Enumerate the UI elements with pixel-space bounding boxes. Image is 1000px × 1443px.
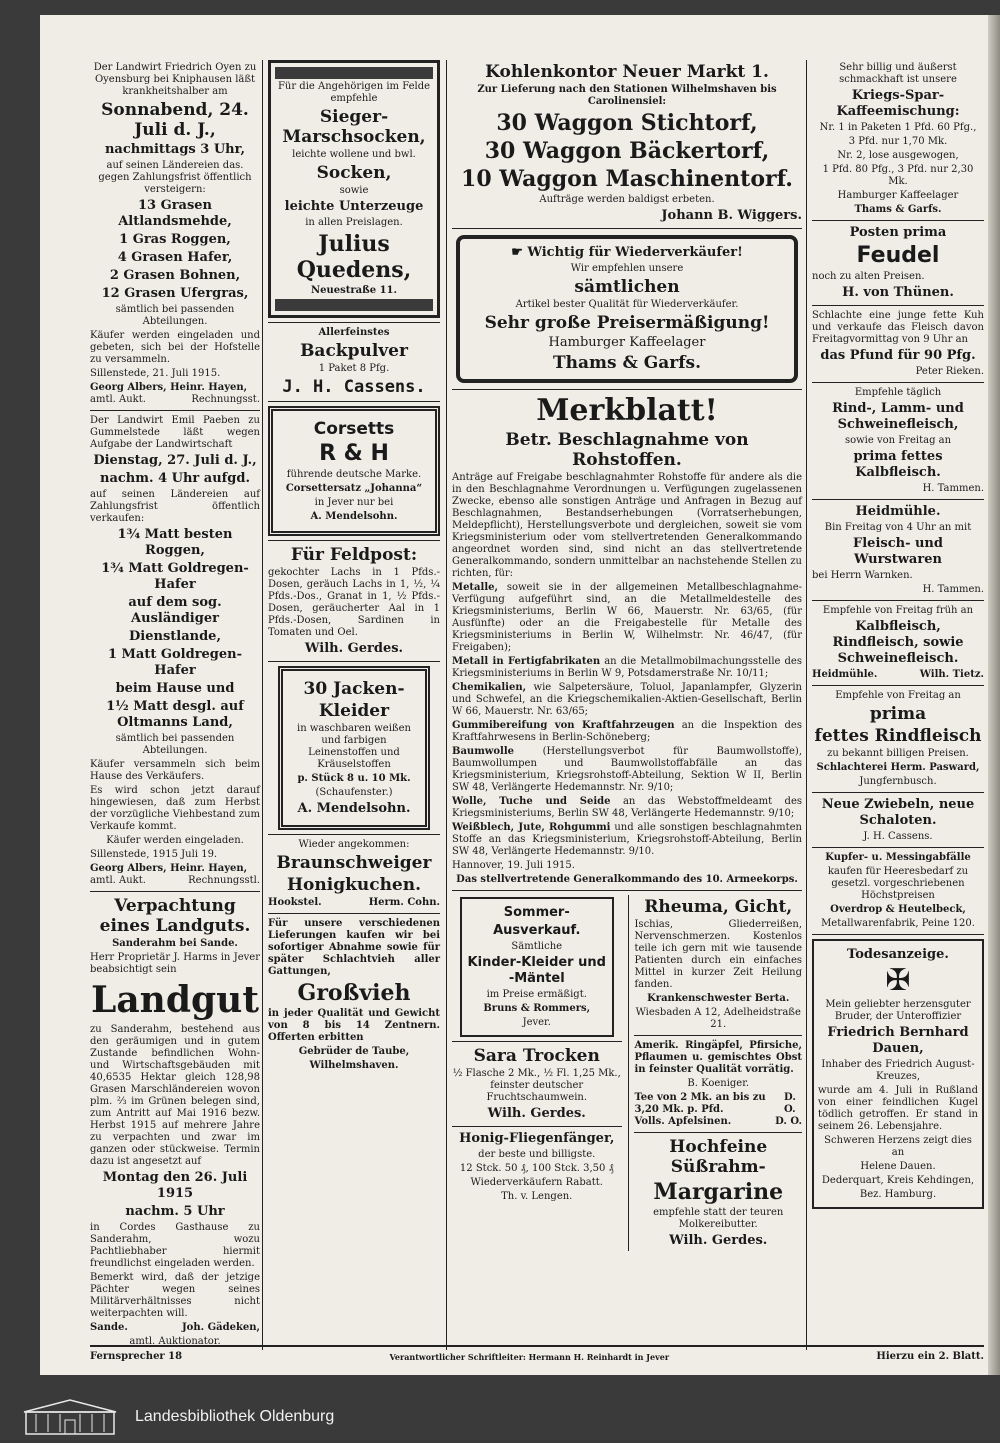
ad-text: Ischias, Gliederreißen, Nervenschmerzen. Kostenlos teile ich gern mit wie tausende Patienten durch ein einfaches Mittel in kurzer Zeit Heilung fanden. [634, 919, 802, 990]
ad-title: Hochfeine Süßrahm- [669, 1137, 768, 1177]
ad-big: prima [869, 704, 927, 724]
ad-item: Wolle, Tuche und Seide an das Webstoffmeldeamt des Kriegsministeriums, Berlin SW 48, Verlängerte Hedemannstr. 9/10; [452, 796, 802, 819]
ad-title: Honig-Fliegenfänger, [459, 1131, 615, 1146]
ad-place: Sillenstede, 1915 Juli 19. [90, 849, 218, 860]
newspaper-page [40, 15, 990, 1375]
ad-note: sämtlich bei passenden Abteilungen. [115, 733, 235, 756]
ad-sara-trocken [452, 1046, 622, 1122]
ad-top: Allerfeinstes [318, 327, 390, 338]
ad-text: gekochter Lachs in 1 Pfds.-Dosen, geräuch Lachs in 1, ½, ¼ Pfds.-Dos., Granat in 1, ½ Pfds.-Dosen, geräucherter Aal in 1 Pfds.-Dosen, Sardinen in Tomaten und Oel. [268, 567, 440, 638]
ad-title: Honigkuchen. [286, 875, 422, 895]
ad-note: Bemerkt wird, daß der jetzige Pächter wegen seines Militärverhältnisses nicht weiterpachten will. [90, 1272, 260, 1319]
ad-ersatz: Corsettersatz „Johanna“ [285, 483, 423, 494]
ad-corsetts [268, 406, 440, 536]
ad-fliegenfaenger [452, 1131, 622, 1203]
ad-name: Wilh. Gerdes. [669, 1233, 768, 1248]
ad-text: Für unsere verschiedenen Lieferungen kaufen wir bei sofortiger Abnahme sowie für später Schlachtvieh aller Gattungen, [268, 918, 440, 977]
ad-text: Empfehle von Freitag früh an [822, 605, 974, 616]
ad-jackenkleider [278, 666, 430, 830]
ad-title: Kupfer- u. Messingabfälle [825, 852, 971, 863]
ad-signature: Das stellvertretende Generalkommando des 10. Armeekorps. [456, 874, 798, 885]
ad-firm: Hamburger Kaffeelager [837, 190, 959, 201]
editor-line: Verantwortlicher Schriftleiter: Hermann H. Reinhardt in Jever [389, 1352, 670, 1362]
ad-title: Todesanzeige. [847, 947, 949, 962]
ad-addr: Bez. Hamburg. [859, 1189, 937, 1200]
ad-text: Volls. Apfelsinen. [634, 1116, 732, 1127]
ad-city: Wilhelmshaven. [309, 1060, 399, 1071]
ad-item: Baumwolle (Herstellungsverbot für Baumwollstoffe), Baumwollumpen und Baumwollstoffabfälle an das Kriegsministerium, Kriegsrohstoff-Abteilung, Sektion W II, Berlin SW 48, Verlängerte Hedemannstr. Nr. 9/10; [452, 746, 802, 793]
ad-line: Nr. 1 in Paketen 1 Pfd. 60 Pfg., [819, 122, 977, 133]
ad-firm: Hamburger Kaffeelager [548, 335, 706, 350]
ad-item: 2 Grasen Bohnen, [109, 268, 241, 283]
library-name: Landesbibliothek Oldenburg [135, 1408, 335, 1425]
ad-item: auf dem sog. Ausländiger [128, 595, 222, 626]
ad-item: 13 Grasen Altlandsmehde, [118, 198, 232, 229]
ad-text: auf seinen Ländereien auf Zahlungsfrist öffentlich verkaufen: [90, 489, 260, 524]
ad-intro: Der Landwirt Friedrich Oyen zu Oyensburg bei Kniphausen läßt krankheitshalber am [93, 62, 257, 97]
ad-kaffeemischung [812, 62, 984, 216]
ad-name: A. Mendelsohn. [297, 801, 411, 816]
ad-short: D. O. [775, 1116, 802, 1127]
ad-name: Schlachterei Herm. Pasward, [816, 762, 980, 773]
ad-price: p. Stück 8 u. 10 Mk. [297, 773, 411, 784]
ad-text: führende deutsche Marke. [286, 469, 422, 480]
ad-text: zu Sanderahm, bestehend aus den geräumigen und in gutem Zustande befindlichen Wohn- und Wirtschaftsgebäuden mit 40,6535 Hektar gleich 128,98 Grasen Marschländereien wovon plm. ⅔ im Grünen belegen sind, zum Antritt auf Mai 1916 bezw. Herbst 1915 auf mehrere Jahre zu verpachten und zwar im ganzen oder stückweise. Termin dazu ist angesetzt auf [90, 1024, 260, 1167]
ad-item: 1½ Matt desgl. auf Oltmanns Land, [106, 699, 244, 730]
ad-big: sämtlichen [574, 277, 680, 297]
ad-title: Corsetts [313, 419, 395, 439]
ad-title: Feudel [856, 243, 940, 268]
ad-place: Hookstel. [268, 897, 322, 908]
ad-wiederverkaeufer [456, 235, 798, 383]
ad-title: Für Feldpost: [290, 545, 418, 565]
ad-addr: Neuestraße 11. [311, 285, 397, 296]
ad-item: Gummibereifung von Kraftfahrzeugen an die Inspektion des Kraftfahrwesens in Berlin-Schöneberg; [452, 720, 802, 743]
ad-location: Sanderahm bei Sande. [112, 938, 238, 949]
ad-zwiebeln [812, 797, 984, 843]
ad-text: Anträge auf Freigabe beschlagnahmter Rohstoffe für andere als die in den Beschlagnahme Verordnungen u. Verfügungen zugelassenen Zwecke, ebenso alle sonstigen Anträge und Anfragen in Bezug auf Beschlagnahmen, Bestandserhebungen (Vorratserhebungen, Meldepflicht), Herstellungsverbote und dergleichen, soweit sie vom Kriegsministerium oder vom stellvertretenden Generalkommando angeordnet worden sind, sind nicht an das stellvertretende Generalkommando, sondern unmittelbar an nachstehende Stellen zu richten, für: [452, 472, 802, 579]
ad-name: A. Mendelsohn. [310, 511, 398, 522]
ad-signature: Georg Albers, Heinr. Hayen, [90, 863, 248, 874]
ad-place: Hannover, 19. Juli 1915. [452, 860, 575, 871]
ad-text: zu bekannt billigen Preisen. [827, 748, 969, 759]
ad-big: Fleisch- und Wurstwaren [853, 536, 943, 567]
ad-top: Wieder angekommen: [298, 839, 410, 850]
ad-sommer-ausverkauf [460, 897, 614, 1037]
ad-item: 4 Grasen Hafer, [117, 250, 233, 265]
ad-title: Verpachtung eines Landguts. [99, 896, 251, 936]
ad-text: Wir empfehlen unsere [570, 263, 684, 274]
ad-title: Kleider [318, 701, 390, 721]
ad-line: 3 Pfd. nur 1,70 Mk. [848, 136, 948, 147]
ad-sub: leichte wollene und bwl. [292, 149, 416, 160]
column-4 [812, 60, 984, 1209]
ad-name: Wilh. Gerdes. [487, 1106, 586, 1121]
ad-feldpost [268, 545, 440, 657]
ad-extra: Es wird schon jetzt darauf hingewiesen, daß zum Herbst der vorzügliche Viehbestand zum Verkaufe kommt. [90, 785, 260, 832]
ad-name: Johann B. Wiggers. [661, 208, 802, 223]
ad-title: Sara Trocken [473, 1046, 600, 1066]
ad-tietz [812, 605, 984, 681]
ad-title: Kriegs-Spar-Kaffeemischung: [836, 88, 960, 119]
ad-name: Gebrüder de Taube, [298, 1046, 410, 1057]
ad-item: Dienstlande, [129, 629, 221, 644]
column-3 [452, 60, 802, 1251]
ad-date: Dienstag, 27. Juli d. J., [93, 453, 257, 468]
supplement-note: Hierzu ein 2. Blatt. [876, 1351, 984, 1362]
ad-big: fettes Rindfleisch [814, 726, 982, 746]
ad-price: 1 Paket 8 Pfg. [318, 363, 390, 374]
ad-title: Neue Zwiebeln, neue Schaloten. [821, 797, 975, 828]
ad-name: Wilh. Gerdes. [304, 641, 404, 656]
ad-text: der beste und billigste. [478, 1149, 596, 1160]
ad-text: Schweren Herzens zeigt dies an [824, 1135, 972, 1158]
ad-text: Inhaber des Friedrich August-Kreuzes, [821, 1059, 975, 1082]
ad-name: Peter Rieken. [915, 366, 984, 377]
ad-role: amtl. Aukt. [90, 875, 146, 886]
iron-cross-icon: ✠ [885, 963, 911, 998]
bottom-split [452, 895, 802, 1251]
ad-prices: in allen Preislagen. [305, 217, 403, 228]
ad-oyen-auction [90, 62, 260, 406]
ad-text: sowie von Freitag an [844, 435, 952, 446]
ad-big: Kinder-Kleider und -Mäntel [467, 955, 606, 986]
ad-date: Sonnabend, 24. Juli d. J., [101, 100, 249, 140]
ad-item: Chemikalien, wie Salpetersäure, Toluol, Japanlampfer, Glyzerin und Schwefel, an die Kriegschemikalien-Aktien-Gesellschaft, Berlin W 66, Mauerstr. Nr. 63/65; [452, 682, 802, 717]
ad-buyers: Käufer versammeln sich beim Hause des Verkäufers. [90, 759, 260, 782]
ad-jever: in Jever nur bei [314, 497, 394, 508]
ad-sub: Zur Lieferung nach den Stationen Wilhelmshaven bis Carolinensiel: [477, 84, 777, 107]
column-rule [806, 60, 807, 1350]
ad-text: wurde am 4. Juli in Rußland von einer feindlichen Kugel tödlich getroffen. Er stand in seinem 26. Lebensjahre. [818, 1085, 978, 1132]
ad-line: 10 Waggon Maschinentorf. [461, 166, 793, 192]
ad-item: Metalle, soweit sie in der allgemeinen Metallbeschlagnahme-Verfügung aufgeführt sind, an die Metallmeldestelle des Kriegsministeriums, Berlin W 66, Mauerstr. Nr. 63/65, (für Ausfünfte) oder an die Freigabestelle für Metalle des Kriegsministeriums in Berlin W, Wilhelmstr. Nr. 46/47, (für Freigaben); [452, 582, 803, 653]
ad-time: nachm. 5 Uhr [125, 1204, 225, 1219]
ad-name: Thams & Garfs. [552, 353, 702, 373]
ad-item: Metall in Fertigfabrikaten an die Metallmobilmachungsstelle des Kriegsministeriums in Berlin W 9, Potsdamerstraße Nr. 10/11; [452, 656, 802, 679]
pointing-hand-icon: ☛ [511, 245, 528, 260]
ad-item: 1¾ Matt Goldregen-Hafer [101, 561, 249, 592]
ad-text: auf seinen Ländereien das. gegen Zahlungsfrist öffentlich versteigern: [98, 160, 252, 195]
ad-name: J. H. Cassens. [863, 831, 933, 842]
ad-short: D. O. [784, 1092, 796, 1115]
ad-time: nachmittags 3 Uhr, [104, 142, 246, 157]
ad-big-title: Landgut [91, 979, 259, 1021]
ad-item: 1 Gras Roggen, [119, 232, 231, 247]
ad-quedens [268, 60, 440, 318]
ad-text: noch zu alten Preisen. [812, 271, 925, 282]
ad-grossvieh [268, 918, 440, 1072]
ad-name: Overdrop & Heutelbeck, [830, 904, 966, 915]
ad-name: H. Tammen. [922, 584, 984, 595]
ad-title: Großvieh [297, 980, 411, 1006]
ad-signature: Joh. Gädeken, [181, 1322, 260, 1333]
ad-role: amtl. Auktionator. [129, 1336, 221, 1347]
ad-text: Sehr billig und äußerst schmackhaft ist unsere [839, 62, 957, 85]
ad-name: Thams & Garfs. [854, 204, 942, 215]
ad-time: nachm. 4 Uhr aufgd. [100, 471, 250, 486]
ad-text: Tee von 2 Mk. an bis zu 3,20 Mk. p. Pfd. [634, 1092, 766, 1115]
ad-signature: Helene Dauen. [860, 1161, 936, 1172]
ad-text: empfehle statt der teuren Molkereibutter. [653, 1207, 784, 1230]
ad-note: Wiederverkäufern Rabatt. [470, 1177, 603, 1188]
ad-landgut-lease [90, 896, 260, 1348]
ad-text: in Cordes Gasthause zu Sanderahm, wozu Pachtliebhaber hiermit freundlichst eingeladen werden. [90, 1222, 260, 1269]
ad-addr: Metallwarenfabrik, Peine 120. [821, 918, 975, 929]
ad-top: Posten prima [849, 225, 947, 240]
column-rule [446, 60, 447, 1350]
ad-text: Bin Freitag von 4 Uhr an mit [824, 522, 972, 533]
ad-addr: Dederquart, Kreis Kehdingen, [821, 1175, 975, 1186]
ad-place: Sillenstede, 21. Juli 1915. [90, 368, 221, 379]
ad-addr: Wiesbaden A 12, Adelheidstraße 21. [635, 1007, 801, 1030]
ad-note: Aufträge werden baldigst erbeten. [539, 194, 715, 205]
ad-addr: Jungfernbusch. [859, 776, 937, 787]
ad-title: Heidmühle. [855, 504, 941, 519]
ad-sub: Sämtliche [511, 941, 563, 952]
ad-line: 30 Waggon Stichtorf, [496, 110, 758, 136]
ad-title: Kohlenkontor Neuer Markt 1. [485, 62, 769, 82]
ad-name: Friedrich Bernhard Dauen, [827, 1025, 969, 1056]
ad-top: Empfehle täglich [854, 387, 942, 398]
ad-text: Mein geliebter herzensguter Bruder, der Unteroffizier [825, 999, 971, 1022]
ad-price: das Pfund für 90 Pfg. [820, 348, 976, 363]
ad-price: im Preise ermäßigt. [486, 989, 587, 1000]
ad-big: prima fettes Kalbfleisch. [853, 449, 943, 480]
ad-sub: sowie [339, 185, 369, 196]
ad-title: Rind-, Lamm- und Schweinefleisch, [832, 401, 964, 432]
ad-brand: R & H [319, 441, 389, 466]
ad-date: Montag den 26. Juli 1915 [102, 1170, 248, 1201]
ad-sub: Betr. Beschlagnahme von Rohstoffen. [505, 430, 749, 470]
ad-line: 30 Waggon Bäckertorf, [484, 138, 770, 164]
ad-role: Rechnungsst. [191, 394, 260, 405]
ad-role: Rechnungsstl. [188, 875, 260, 886]
library-building-icon [22, 1398, 118, 1436]
library-footer [0, 1390, 1000, 1443]
ad-backpulver [268, 327, 440, 397]
bottom-rule [90, 1345, 984, 1347]
ad-name: Th. v. Lengen. [501, 1191, 573, 1202]
ad-text: kaufen für Heeresbedarf zu gesetzl. vorgeschriebenen Höchstpreisen [827, 866, 969, 901]
ad-text: ½ Flasche 2 Mk., ½ Fl. 1,25 Mk., feinster deutscher Fruchtschaumwein. [452, 1068, 621, 1103]
column-1 [90, 60, 260, 1350]
ad-signature: Sande. [90, 1322, 128, 1333]
ad-place: Heidmühle. [812, 669, 878, 680]
ad-name: Wilh. Tietz. [919, 669, 984, 680]
ad-intro: Für die Angehörigen im Felde empfehle [277, 81, 431, 104]
ad-text: Empfehle von Freitag an [835, 690, 961, 701]
ad-price: 12 Stck. 50 ₰, 100 Stck. 3,50 ₰ [459, 1163, 614, 1174]
column-rule [262, 60, 263, 1350]
ad-tammen-fleisch [812, 387, 984, 495]
ad-text: Amerik. Ringäpfel, Pfirsiche, Pflaumen u. gemischtes Obst in feinster Qualität vorrätig. [634, 1040, 802, 1075]
ad-text: bei Herrn Warnken. [812, 570, 913, 581]
ad-honigkuchen [268, 839, 440, 909]
ad-name: Julius Quedens, [296, 231, 412, 283]
telephone-number: Fernsprecher 18 [90, 1351, 183, 1362]
ad-title: Braunschweiger [276, 853, 432, 873]
column-3b [634, 895, 802, 1251]
ad-kohlenkontor [452, 62, 802, 224]
ad-title: Merkblatt! [536, 393, 718, 428]
column-rule [628, 895, 629, 1251]
ad-items: leichte Unterzeuge [284, 199, 424, 214]
ad-note: sämtlich bei passenden Abteilungen. [115, 304, 235, 327]
column-2 [268, 60, 440, 1074]
ad-title: Socken, [316, 163, 392, 183]
ad-item: 1 Matt Goldregen-Hafer [107, 647, 243, 678]
ad-text: Artikel bester Qualität für Wiederverkäufer. [515, 299, 739, 310]
ad-title: Ausverkauf. [493, 923, 581, 938]
ad-item: beim Hause und [115, 681, 235, 696]
ad-margarine [634, 1137, 802, 1249]
ad-line: 1 Pfd. 80 Pfg., 3 Pfd. nur 2,30 Mk. [822, 164, 974, 187]
ad-item: 12 Grasen Ufergras, [101, 286, 249, 301]
ad-buyers: Käufer werden eingeladen und gebeten, sich bei der Hofstelle zu versammeln. [90, 330, 260, 365]
ad-name: J. H. Cassens. [282, 377, 426, 397]
ad-intro: Herr Proprietär J. Harms in Jever beabsichtigt sein [90, 952, 260, 975]
ad-obst [634, 1040, 802, 1128]
page-spine [988, 15, 1000, 1375]
ad-rieken [812, 310, 984, 378]
ad-name: H. Tammen. [922, 483, 984, 494]
ad-name: Krankenschwester Berta. [647, 993, 790, 1004]
ad-item: Weißblech, Jute, Rohgummi und alle sonstigen beschlagnahmten Stoffe an das Kriegsministerium, Kriegsrohstoff-Abteilung, Berlin SW 48, Verlängerte Hedemannstr. 9/10. [452, 822, 802, 857]
ad-text: Schlachte eine junge fette Kuh und verkaufe das Fleisch davon Freitagvormittag von 9 Uhr an [812, 310, 984, 345]
ad-shop: (Schaufenster.) [315, 787, 393, 798]
ad-role: amtl. Aukt. [90, 394, 146, 405]
ad-signature: Georg Albers, Heinr. Hayen, [90, 382, 248, 393]
ad-title: Backpulver [300, 341, 408, 361]
ad-intro: Der Landwirt Emil Paeben zu Gummelstede läßt wegen Aufgabe der Landwirtschaft [90, 415, 260, 450]
ad-name: Bruns & Rommers, [483, 1003, 591, 1014]
column-3a [452, 895, 622, 1251]
ad-heidmuehle [812, 504, 984, 596]
ad-name: Herm. Cohn. [368, 897, 440, 908]
ad-big: Kalbfleisch, Rindfleisch, sowie Schweinefleisch. [832, 619, 964, 666]
ad-name: B. Koeniger. [687, 1078, 750, 1089]
ad-text: in waschbaren weißen und farbigen Leinenstoffen und Kräuselstoffen [297, 723, 411, 770]
ad-title: Margarine [653, 1179, 784, 1205]
ad-city: Jever. [522, 1017, 551, 1028]
ad-title: Rheuma, Gicht, [644, 897, 793, 917]
ad-rheuma [634, 897, 802, 1031]
ad-kupfer [812, 852, 984, 930]
ad-title: Sieger-Marschsocken, [282, 107, 426, 147]
ad-item: 1¾ Matt besten Roggen, [117, 527, 233, 558]
ad-paeben-auction [90, 415, 260, 887]
ad-merkblatt [452, 394, 802, 886]
page-imprint [90, 1351, 984, 1363]
ad-title: 30 Jacken- [303, 679, 405, 699]
ad-title: Sommer- [503, 905, 570, 920]
ad-big: Sehr große Preisermäßigung! [484, 313, 770, 333]
ad-text: in jeder Qualität und Gewicht von 8 bis 14 Zentnern. Offerten erbitten [268, 1008, 440, 1043]
ad-todesanzeige [812, 939, 984, 1209]
ad-title: ☛ Wichtig für Wiederverkäufer! [511, 245, 743, 260]
ad-pasward [812, 690, 984, 788]
ad-buyers: Käufer werden eingeladen. [106, 835, 244, 846]
ad-line: Nr. 2, lose ausgewogen, [837, 150, 959, 161]
ad-name: H. von Thünen. [842, 285, 954, 300]
ad-feudel [812, 225, 984, 301]
